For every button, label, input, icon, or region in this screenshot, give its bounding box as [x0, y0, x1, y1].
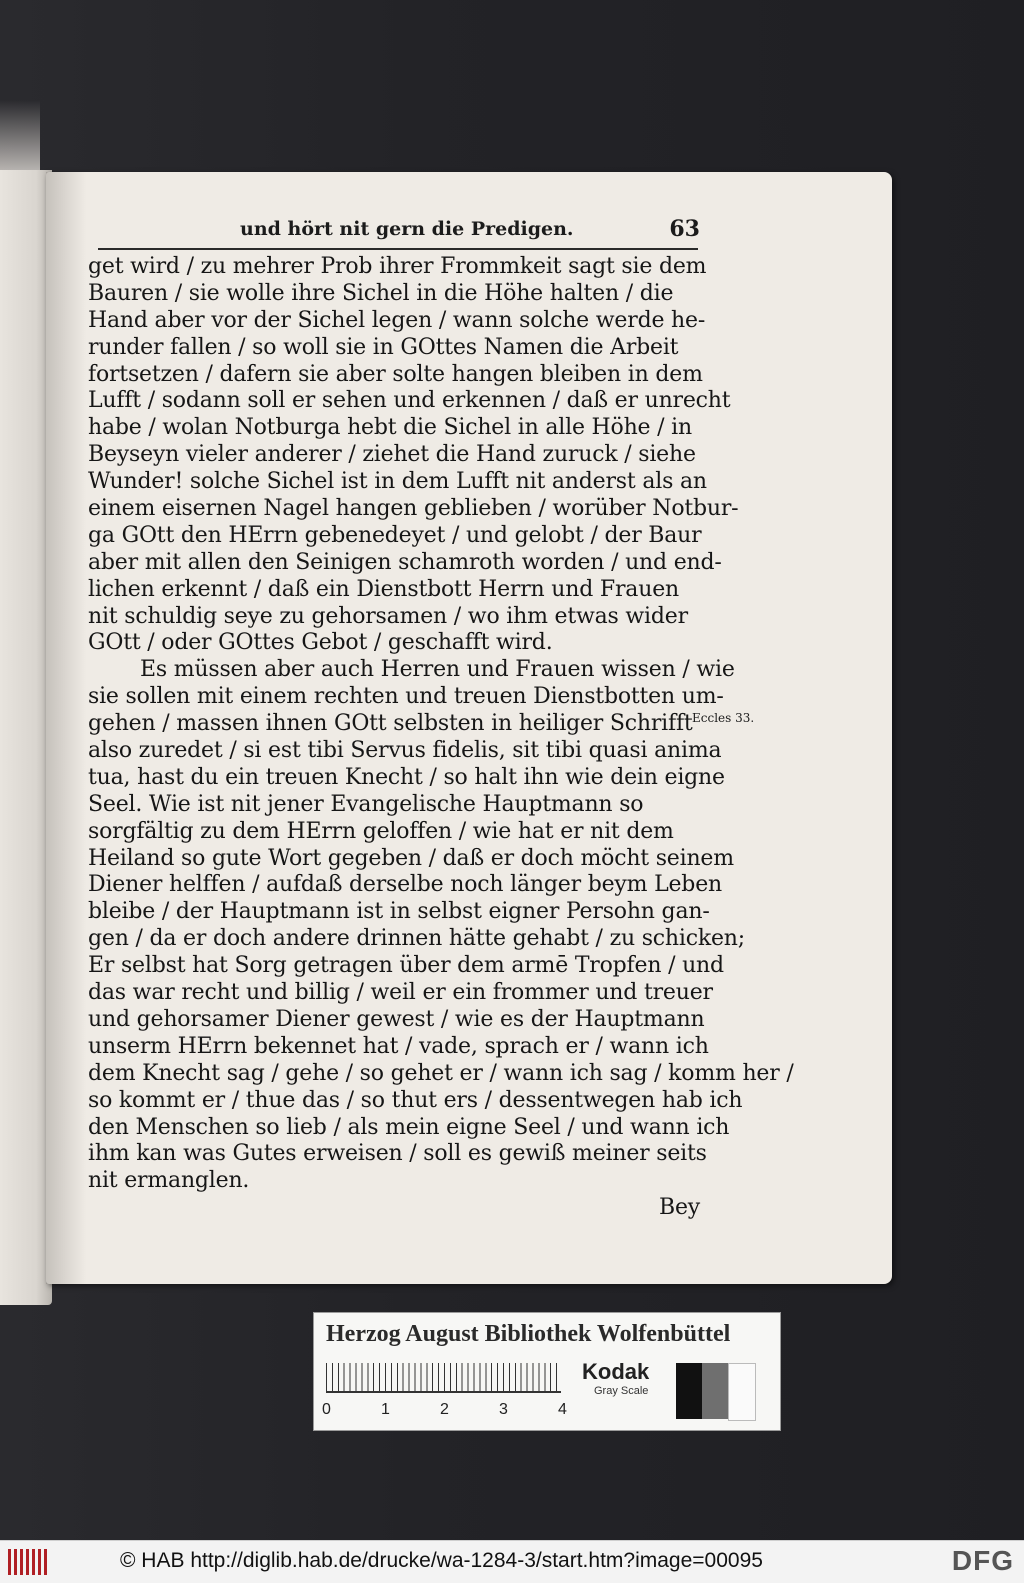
- ruler-number: 4: [558, 1401, 567, 1418]
- previous-page-curl: [0, 100, 40, 180]
- text-line: Hand aber vor der Sichel legen / wann solche werde he-: [88, 307, 706, 333]
- dfg-logo: DFG: [951, 1545, 1014, 1576]
- catchword: Bey: [658, 1195, 700, 1221]
- text-line: so kommt er / thue das / so thut ers / dessentwegen hab ich: [88, 1087, 743, 1113]
- page-number: 63: [669, 216, 700, 242]
- text-line: Wunder! solche Sichel ist in dem Lufft nit anderst als an: [88, 469, 707, 495]
- ruler-scale: [326, 1363, 561, 1393]
- text-line: gehen / massen ihnen GOtt selbsten in heiliger Schrifft: [88, 711, 693, 737]
- library-name: Herzog August Bibliothek Wolfenbüttel: [326, 1321, 731, 1347]
- kodak-logo: Kodak: [582, 1359, 650, 1384]
- text-line: lichen erkennt / daß ein Dienstbott Herrn und Frauen: [88, 576, 679, 602]
- copyright-link[interactable]: © HAB http://diglib.hab.de/drucke/wa-1284-3/start.htm?image=00095: [120, 1549, 763, 1572]
- text-line: sorgfältig zu dem HErrn geloffen / wie hat er nit dem: [88, 818, 674, 844]
- text-line: GOtt / oder GOttes Gebot / geschafft wird.: [88, 630, 553, 656]
- text-line: Lufft / sodann soll er sehen und erkennen / daß er unrecht: [88, 388, 731, 414]
- text-line: Er selbst hat Sorg getragen über dem armē Tropfen / und: [88, 953, 724, 979]
- hab-logo-icon: [8, 1549, 48, 1575]
- text-line: also zuredet / si est tibi Servus fidelis, sit tibi quasi anima: [88, 738, 722, 764]
- text-line: Es müssen aber auch Herren und Frauen wissen / wie: [140, 657, 735, 683]
- text-line: dem Knecht sag / gehe / so gehet er / wann ich sag / komm her /: [88, 1060, 794, 1086]
- head-rule: [98, 248, 698, 250]
- margin-note: Eccles 33.: [692, 711, 755, 725]
- text-line: habe / wolan Notburga hebt die Sichel in alle Höhe / in: [88, 415, 692, 441]
- text-line: unserm HErrn bekennet hat / vade, sprach er / wann ich: [88, 1033, 709, 1059]
- text-line: fortsetzen / dafern sie aber solte hangen bleiben in dem: [88, 361, 703, 387]
- footer-bar: [0, 1540, 1024, 1583]
- text-line: ihm kan was Gutes erweisen / soll es gewiß meiner seits: [88, 1141, 707, 1167]
- gray-scale-label: Gray Scale: [594, 1385, 649, 1397]
- text-line: Beyseyn vieler anderer / ziehet die Hand zuruck / siehe: [88, 442, 696, 468]
- text-line: aber mit allen den Seinigen schamroth worden / und end-: [88, 549, 722, 575]
- gray-swatch-mid: [702, 1363, 728, 1419]
- gutter-shadow: [46, 172, 86, 1284]
- text-line: den Menschen so lieb / als mein eigne Seel / und wann ich: [88, 1114, 730, 1140]
- text-line: Seel. Wie ist nit jener Evangelische Hauptmann so: [88, 791, 644, 817]
- text-line: nit ermanglen.: [88, 1168, 250, 1194]
- ruler-number: 0: [322, 1401, 331, 1418]
- ruler-number: 1: [381, 1401, 390, 1418]
- gray-swatch-black: [676, 1363, 702, 1419]
- text-line: Diener helffen / aufdaß derselbe noch länger beym Leben: [88, 872, 722, 898]
- gray-swatch-white: [728, 1363, 756, 1421]
- ruler-number: 3: [499, 1401, 508, 1418]
- color-card: [313, 1312, 781, 1431]
- ruler-number: 2: [440, 1401, 449, 1418]
- running-head-title: und hört nit gern die Predigen.: [240, 218, 574, 240]
- text-line: Heiland so gute Wort gegeben / daß er doch möcht seinem: [88, 845, 734, 871]
- text-line: einem eisernen Nagel hangen geblieben / worüber Notbur-: [88, 496, 739, 522]
- text-line: get wird / zu mehrer Prob ihrer Frommkeit sagt sie dem: [88, 254, 707, 279]
- text-line: gen / da er doch andere drinnen hätte gehabt / zu schicken;: [88, 926, 745, 952]
- text-line: ga GOtt den HErrn gebenedeyet / und gelobt / der Baur: [88, 522, 702, 548]
- text-line: Bauren / sie wolle ihre Sichel in die Höhe halten / die: [88, 280, 674, 306]
- text-line: runder fallen / so woll sie in GOttes Namen die Arbeit: [88, 334, 679, 360]
- ruler-numbers: [322, 1401, 572, 1421]
- text-line: nit schuldig seye zu gehorsamen / wo ihm etwas wider: [88, 603, 688, 629]
- text-line: tua, hast du ein treuen Knecht / so halt ihn wie dein eigne: [88, 764, 725, 790]
- text-line: das war recht und billig / weil er ein frommer und treuer: [88, 980, 713, 1006]
- previous-page-edge: [0, 170, 52, 1305]
- text-line: und gehorsamer Diener gewest / wie es der Hauptmann: [88, 1006, 705, 1032]
- running-head: [240, 214, 700, 248]
- text-line: sie sollen mit einem rechten und treuen Dienstbotten um-: [88, 684, 724, 710]
- text-line: bleibe / der Hauptmann ist in selbst eigner Persohn gan-: [88, 899, 710, 925]
